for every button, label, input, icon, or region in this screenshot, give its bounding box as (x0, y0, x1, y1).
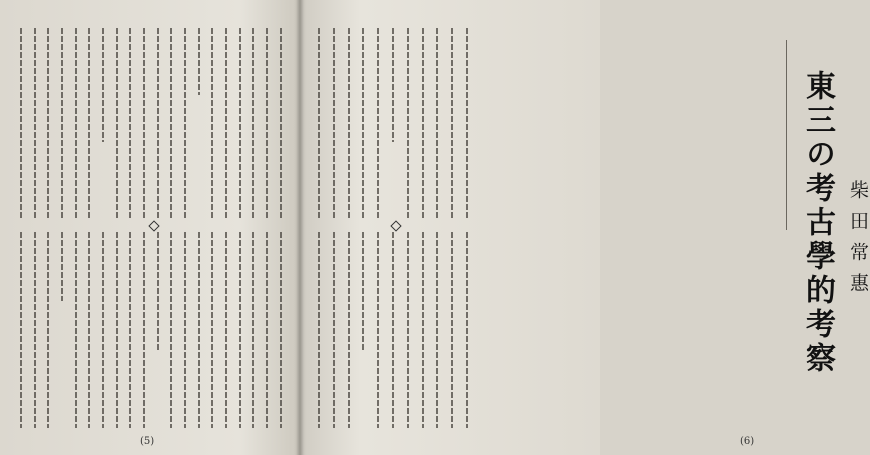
text-column (102, 28, 104, 142)
text-column (362, 232, 364, 350)
text-column (34, 28, 36, 218)
text-column (184, 28, 186, 218)
text-column (61, 232, 63, 301)
text-column (225, 28, 227, 218)
article-author: 柴田常惠 (847, 180, 869, 304)
text-column (88, 232, 90, 428)
text-column (436, 28, 438, 218)
text-column (102, 232, 104, 428)
text-column (280, 232, 282, 428)
text-column (75, 28, 77, 218)
text-column (466, 28, 468, 218)
text-column (20, 28, 22, 218)
text-column (47, 232, 49, 428)
text-column (333, 232, 335, 428)
article-title: 東三の考古學的考察 (800, 70, 835, 376)
text-column (170, 28, 172, 218)
right-upper-text-columns (318, 28, 468, 218)
left-page-number: (5) (140, 436, 155, 447)
text-column (266, 28, 268, 218)
text-column (318, 232, 320, 428)
text-column (392, 232, 394, 428)
text-column (225, 232, 227, 428)
text-column (239, 28, 241, 218)
text-column (318, 28, 320, 218)
text-column (348, 232, 350, 428)
title-rule (786, 40, 787, 230)
text-column (47, 28, 49, 218)
text-column (211, 232, 213, 428)
text-column (252, 28, 254, 218)
right-lower-text-columns (318, 232, 468, 428)
text-column (392, 28, 394, 142)
text-column (157, 232, 159, 350)
text-column (143, 28, 145, 218)
text-column (34, 232, 36, 428)
text-column (116, 28, 118, 218)
text-column (61, 28, 63, 218)
text-column (252, 232, 254, 428)
text-column (266, 232, 268, 428)
text-column (333, 28, 335, 218)
section-divider-mark (148, 220, 159, 231)
text-column (466, 232, 468, 428)
text-column (184, 232, 186, 428)
text-column (157, 28, 159, 218)
text-column (422, 28, 424, 218)
text-column (116, 232, 118, 428)
left-lower-text-columns (20, 232, 282, 428)
text-column (407, 28, 409, 218)
text-column (451, 28, 453, 218)
text-column (407, 232, 409, 428)
text-column (436, 232, 438, 428)
text-column (143, 232, 145, 428)
text-column (20, 232, 22, 428)
text-column (377, 232, 379, 428)
text-column (348, 28, 350, 218)
text-column (239, 232, 241, 428)
text-column (198, 28, 200, 95)
text-column (451, 232, 453, 428)
text-column (170, 232, 172, 428)
text-column (362, 28, 364, 218)
left-upper-text-columns (20, 28, 282, 218)
text-column (280, 28, 282, 218)
text-column (422, 232, 424, 428)
left-page (0, 0, 300, 455)
text-column (129, 28, 131, 218)
right-page-number: (6) (740, 436, 755, 447)
text-column (211, 28, 213, 218)
text-column (75, 232, 77, 428)
text-column (88, 28, 90, 218)
text-column (198, 232, 200, 428)
text-column (377, 28, 379, 218)
text-column (129, 232, 131, 428)
